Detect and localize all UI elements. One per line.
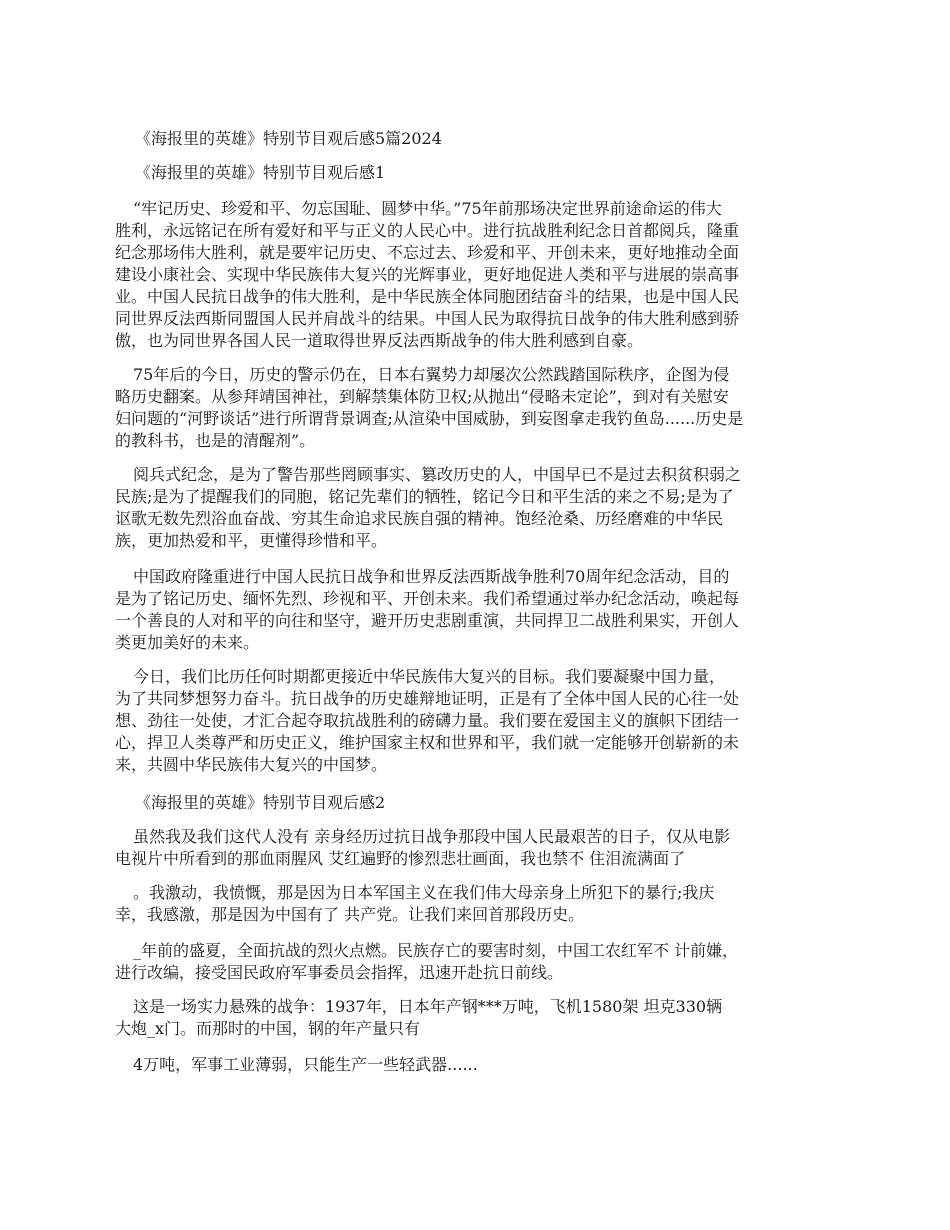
paragraph-line: 。我激动，我愤慨，那是因为日本军国主义在我们伟大母亲身上所犯下的暴行;我庆 [133,883,715,902]
paragraph-6 [115,826,829,870]
paragraph-4 [115,566,829,654]
paragraph-line: 这是一场实力悬殊的战争：1937年，日本年产钢***万吨，飞机1580架 坦克330辆 [133,997,723,1016]
paragraph-line: 电视片中所看到的那血雨腥风 艾红遍野的惨烈悲壮画面，我也禁不 住泪流满面了 [115,849,686,868]
paragraph-line: 心，捍卫人类尊严和历史正义，维护国家主权和世界和平，我们就一定能够开创崭新的未 [115,733,740,752]
paragraph-line: 幸，我感激，那是因为中国有了 共产党。让我们来回首那段历史。 [115,905,585,924]
paragraph-line: 纪念那场伟大胜利，就是要牢记历史、不忘过去、珍爱和平、开创未来，更好地推动全面 [115,243,740,262]
paragraph-line: 想、劲往一处使，才汇合起夺取抗战胜利的磅礴力量。我们要在爱国主义的旗帜下团结一 [115,711,740,730]
paragraph-line: _年前的盛夏，全面抗战的烈火点燃。民族存亡的要害时刻，中国工农红军不 计前嫌， [133,941,739,960]
paragraph-line: 是为了铭记历史、缅怀先烈、珍视和平、开创未来。我们希望通过举办纪念活动，唤起每 [115,589,740,608]
paragraph-line: 民族;是为了提醒我们的同胞，铭记先辈们的牺牲，铭记今日和平生活的来之不易;是为了 [115,487,734,506]
paragraph-line: “牢记历史、珍爱和平、勿忘国耻、圆梦中华。”75年前那场决定世界前途命运的伟大 [133,199,722,218]
paragraph-9 [115,996,829,1040]
paragraph-line: 来，共圆中华民族伟大复兴的中国梦。 [115,755,388,774]
paragraph-line: 虽然我及我们这代人没有 亲身经历过抗日战争那段中国人民最艰苦的日子，仅从电影 [133,827,731,846]
paragraph-line: 的教科书，也是的清醒剂”。 [115,431,316,450]
paragraph-line: 业。中国人民抗日战争的伟大胜利，是中华民族全体同胞团结奋斗的结果，也是中国人民 [115,287,740,306]
paragraph-5 [115,666,829,776]
paragraph-10 [115,1054,829,1076]
paragraph-2 [115,364,829,452]
paragraph-line: 傲，也为同世界各国人民一道取得世界反法西斯战争的伟大胜利感到自豪。 [115,331,644,350]
paragraph-line: 族，更加热爱和平，更懂得珍惜和平。 [115,531,388,550]
paragraph-line: 建设小康社会、实现中华民族伟大复兴的光辉事业，更好地促进人类和平与进展的崇高事 [115,265,740,284]
paragraph-line: 讴歌无数先烈浴血奋战、穷其生命追求民族自强的精神。饱经沧桑、历经磨难的中华民 [115,509,724,528]
paragraph-line: 今日，我们比历任何时期都更接近中华民族伟大复兴的目标。我们要凝聚中国力量， [133,667,726,686]
paragraph-line: 略历史翻案。从参拜靖国神社，到解禁集体防卫权;从抛出“侵略未定论”，到对有关慰安 [115,387,729,406]
paragraph-line: 阅兵式纪念，是为了警告那些罔顾事实、篡改历史的人，中国早已不是过去积贫积弱之 [133,465,742,484]
paragraph-line: 进行改编，接受国民政府军事委员会指挥，迅速开赴抗日前线。 [115,963,564,982]
paragraph-line: 一个善良的人对和平的向往和坚守，避开历史悲剧重演，共同捍卫二战胜利果实，开创人 [115,611,740,630]
paragraph-line: 75年后的今日，历史的警示仍在，日本右翼势力却屡次公然践踏国际秩序，企图为侵 [133,365,730,384]
paragraph-1 [115,198,829,352]
section-title-1: 《海报里的英雄》特别节目观后感1 [135,163,386,182]
paragraph-8 [115,940,829,984]
paragraph-line: 胜利，永远铭记在所有爱好和平与正义的人民心中。进行抗战胜利纪念日首都阅兵，隆重 [115,221,740,240]
paragraph-line: 类更加美好的未来。 [115,633,260,652]
paragraph-line: 中国政府隆重进行中国人民抗日战争和世界反法西斯战争胜利70周年纪念活动，目的 [133,567,730,586]
paragraph-line: 大炮_x门。而那时的中国，钢的年产量只有 [115,1019,421,1038]
section-title-2: 《海报里的英雄》特别节目观后感2 [135,793,386,812]
paragraph-line: 妇问题的“河野谈话”进行所谓背景调查;从渲染中国威胁，到妄图拿走我钓鱼岛......历史是 [115,409,744,428]
paragraph-3 [115,464,829,552]
paragraph-line: 同世界反法西斯同盟国人民并肩战斗的结果。中国人民为取得抗日战争的伟大胜利感到骄 [115,309,740,328]
paragraph-line: 4万吨，军事工业薄弱，只能生产一些轻武器...... [133,1055,478,1074]
paragraph-7 [115,882,829,926]
document-title: 《海报里的英雄》特别节目观后感5篇2024 [135,129,442,148]
paragraph-line: 为了共同梦想努力奋斗。抗日战争的历史雄辩地证明，正是有了全体中国人民的心往一处 [115,689,740,708]
